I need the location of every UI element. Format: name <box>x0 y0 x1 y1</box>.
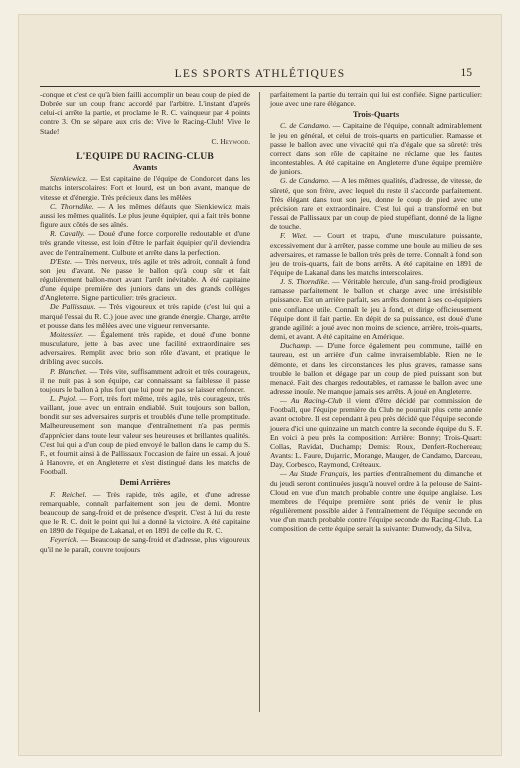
news-text: il vient d'être décidé par commission de Football, que l'équipe première du Club ne pourrait plus cette année avant octobre. Il est cependant à peu près décidé que l'équipe seconde jouera d'ici une quinzaine un match contre la seconde équipe du S. F. En voici à peu près la composition: Arrière: Bonny; Trois-Quart: Collas, Ravidat, Duchamp; Demis: Roux, Denfert-Rochereau; Avants: L. Faure, Dujarric, Morange, Mauger, de Candamo, Darceau, Day, Corbesco, Raymond, Créteaux. <box>270 396 482 470</box>
player-text: — Fort, très fort même, très agile, très courageux, très vaillant, joue avec un entrain endiablé. Suit toujours son ballon, bondit sur ses adversaires surpris et troublés d'une telle promptitude. Malheureusement son manque d'entraînement n'a pas permis d'apprécier dans toute leur valeur ses heureuses et brillantes qualités. C'est lui qui a d'un coup de pied envoyé le ballon dans le camp du S. F., et fournit ainsi à de Pallissaux l'occasion de faire un essai. A joué à Hanovre, et en Angleterre et s'est distingué dans les matchs de Football. <box>40 394 250 477</box>
left-column <box>40 90 250 554</box>
player-entry <box>270 277 482 341</box>
player-text: — Très vite, suffisamment adroit et très courageux, il ne nuit pas à son équipe, car connaissant sa faiblesse il passe toujours le ballon à plus fort que lui pour ne pas se laisser enfoncer. <box>40 366 250 394</box>
page <box>18 14 502 756</box>
player-name: Moitessier. <box>50 329 84 339</box>
player-name: Sienkiewicz. <box>50 174 88 184</box>
player-entry <box>40 490 250 536</box>
player-name: P. Blanchet. <box>50 366 87 376</box>
player-name: G. de Candamo. <box>280 176 330 186</box>
page-header <box>18 68 502 88</box>
news-text: les parties d'entraînement du dimanche et du jeudi seront continuées jusqu'à nouvel ordre à la pelouse de Saint-Cloud en vue d'un match probable contre une équipe anglaise. Les membres de l'équipe première sont priés de venir le plus régulièrement possible aider à l'entraînement de l'équipe seconde en vue d'un match probable contre l'équipe seconde du Racing-Club. La composition de cette équipe serait la suivante: Dunwody, da Silva, <box>270 469 482 534</box>
right-column <box>270 90 482 534</box>
signature: C. Heywood. <box>211 136 250 146</box>
player-name: F. Wiet. <box>280 231 308 241</box>
player-text: — A les mêmes qualités, d'adresse, de vitesse, de sûreté, que son frère, avec lequel du reste il s'accorde parfaitement. Très élégant dans tout son jeu, donne le coup de pied avec une précision rare et extraordinaire. C'est lui qui a transformé en but l'essai de Pallissaux par un coup de pied stupéfiant, donné de la ligne de touche. <box>270 176 482 232</box>
player-text: — Très vigoureux et très rapide (c'est lui qui a marqué l'essai du R. C.) joue avec une grande énergie. Charge, arrête et pousse dans les mêlées avec une vigueur renversante. <box>40 302 250 330</box>
player-entry <box>40 202 250 229</box>
player-text: — Doué d'une force corporelle redoutable et d'une très grande vitesse, est loin d'être le parfait équipier qu'il deviendra avec de l'entraînement. Culbute et arrête dans la perfection. <box>40 229 250 257</box>
player-entry <box>40 535 250 553</box>
intro-paragraph: -conque et c'est ce qu'à bien failli accomplir un beau coup de pied de Dobrée sur un coup franc accordé par l'arbitre. L'instant d'après celui-ci arrête la partie, et proclame le R. C. vainqueur par 4 points contre 3. On se sépare aux cris de: Vive le Racing-Club! Vive le Stade! <box>40 90 250 136</box>
player-entry <box>40 229 250 256</box>
article-title: L'EQUIPE DU RACING-CLUB <box>76 150 214 162</box>
player-text: — Très nerveux, très agile et très adroit, connaît à fond son jeu d'avant. Ne passe le ballon qu'à coup sûr et fait régulièrement ballon-mort avant l'arrêt inévitable. A été capitaine d'une équipe première des juniors dans un des grands collèges d'Angleterre. Signe particulier: très gracieux. <box>40 256 250 303</box>
player-entry <box>40 330 250 367</box>
player-name: F. Reichel. <box>50 489 87 499</box>
player-entry <box>40 394 250 476</box>
player-entry <box>270 121 482 176</box>
player-text: — Très rapide, très agile, et d'une adresse remarquable, connaît parfaitement son jeu de demi. Montre beaucoup de sang-froid et de présence d'esprit. C'est à lui du reste que le R. C. doit le point qui lui a donné la victoire. A été capitaine en 1890 de l'équipe de Lakanal, et en 1891 de celle du R. C. <box>40 489 250 536</box>
news-lead: — Au Racing-Club <box>280 396 343 406</box>
news-lead: — Au Stade Français, <box>280 469 350 479</box>
player-text: — Est capitaine de l'équipe de Condorcet dans les matchs interscolaires: Fort et lourd, est un bon avant, manque de vitesse et d'énergie. Très précieux dans les mêlées <box>40 174 250 202</box>
player-text: — Capitaine de l'équipe, connaît admirablement le jeu en général, et celui de trois-quarts en particulier. Ramasse et passe le ballon avec une vivacité qui n'a d'égale que sa sûreté: très correct dans son rôle de capitaine ne réclame que les fautes incontestables. A été capitaine en Angleterre d'une équipe première de juniors. <box>270 121 482 177</box>
player-name: L. Pujol. <box>50 394 78 403</box>
player-name: R. Cavally. <box>50 229 85 239</box>
player-entry <box>270 231 482 277</box>
news-paragraph <box>270 469 482 533</box>
player-name: Duchamp. <box>280 341 312 351</box>
section-heading-demi-arrieres: Demi Arrières <box>119 478 171 488</box>
player-text: — D'une force également peu commune, taillé en taureau, est un arrière d'un calme invraisemblable. Rien ne le démonte, et dans les circonstances les plus graves, ramasse sans trouble le ballon et dégage par un coup de pied puissant son but menacé. Fait des charges redoutables, et ramasse le ballon avec une adresse inouïe. Ne manque jamais ses arrêts. A joué en Angleterre. <box>270 341 482 396</box>
player-entry <box>40 302 250 329</box>
column-divider <box>259 92 260 712</box>
continuation-paragraph: parfaitement la partie du terrain qui lui est confiée. Signe particulier: joue avec une rare élégance. <box>270 90 482 109</box>
section-heading-avants: Avants <box>132 163 158 173</box>
player-name: C. Thorndike. <box>50 201 94 211</box>
player-name: C. de Candamo. <box>280 121 331 131</box>
player-text: — A les mêmes défauts que Sienkiewicz mais aussi les mêmes qualités. Le plus jeune équipier, qui a fait très bonne figure aux côtés de ses aînés. <box>40 201 251 230</box>
player-entry <box>40 367 250 394</box>
header-rule <box>40 86 480 87</box>
player-entry <box>270 341 482 396</box>
player-text: — Également très rapide, et doué d'une bonne musculature, jette à bas avec une facilité extraordinaire ses adversaires. Remplit avec brio son rôle d'avant, et pratique le dribling avec succès. <box>40 329 250 367</box>
player-entry <box>40 257 250 303</box>
player-text: — Beaucoup de sang-froid et d'adresse, plus vigoureux qu'il ne le paraît, couvre toujours <box>40 535 250 554</box>
page-number: 15 <box>460 67 472 79</box>
section-heading-trois-quarts: Trois-Quarts <box>352 110 400 120</box>
player-entry <box>270 176 482 231</box>
player-text: — Court et trapu, d'une musculature puissante, excessivement dur à arrêter, passe comme une boule au milieu de ses adversaires, et ramasse le ballon très près de terre. Connaît à fond son jeu de trois-quarts, fait de bons arrêts. A été capitaine en 1891 de l'équipe de Lakanal dans les matchs interscolaires. <box>270 231 482 277</box>
running-title: LES SPORTS ATHLÉTIQUES <box>174 68 346 80</box>
news-paragraph <box>270 396 482 469</box>
player-text: — Véritable hercule, d'un sang-froid prodigieux ramasse parfaitement le ballon et charge avec une irrésistible puissance. Est un arrière parfait, ses arrêts donnent à ses co-équipiers une confiance utile. Connaît le jeu à fond, et dirige officieusement l'équipe dont il fait partie. En dépit de sa puissance, est doué d'une grande agilité: a joué avec non moins de science, arrière, trois-quarts, demi, et avant. A été capitaine en Amérique. <box>270 277 482 342</box>
player-name: J. S. Thorndike. <box>280 277 330 287</box>
player-name: D'Este. <box>50 256 73 266</box>
player-name: Feyerick. <box>50 535 79 545</box>
player-entry <box>40 174 250 201</box>
player-name: De Pallissaux. <box>50 302 96 312</box>
